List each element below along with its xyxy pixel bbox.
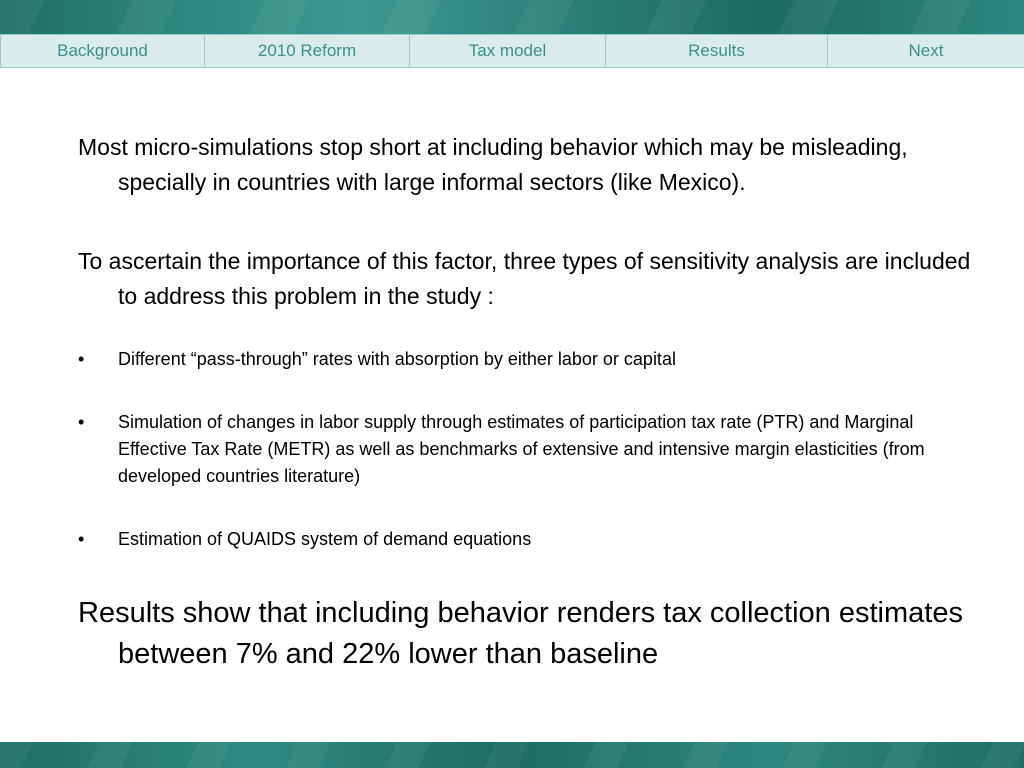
nav-item-background[interactable]: Background xyxy=(0,35,205,67)
paragraph-sensitivity-analysis: To ascertain the importance of this factor, three types of sensitivity analysis are included to address this problem in the study : xyxy=(78,248,971,309)
paragraph-micro-simulations: Most micro-simulations stop short at including behavior which may be misleading, specially in countries with large informal sectors (like Mexico). xyxy=(78,134,908,195)
footer-band xyxy=(0,742,1024,768)
list-item xyxy=(78,409,978,490)
bullet-marker: • xyxy=(78,412,85,432)
header-band xyxy=(0,0,1024,34)
bullet-list xyxy=(78,346,978,553)
conclusion-text: Results show that including behavior renders tax collection estimates between 7% and 22% lower than baseline xyxy=(78,597,963,670)
nav-item-2010-reform[interactable]: 2010 Reform xyxy=(205,35,410,67)
navigation-bar xyxy=(0,34,1024,68)
list-item xyxy=(78,526,978,553)
slide-content xyxy=(78,130,978,675)
bullet-text: Different “pass-through” rates with absorption by either labor or capital xyxy=(118,349,676,369)
nav-item-tax-model[interactable]: Tax model xyxy=(410,35,606,67)
nav-item-results[interactable]: Results xyxy=(606,35,828,67)
bullet-text: Simulation of changes in labor supply through estimates of participation tax rate (PTR) and Marginal Effective Tax Rate (METR) as well as benchmarks of extensive and intensive margin elasticities (from developed countries literature) xyxy=(118,412,925,486)
bullet-marker: • xyxy=(78,349,85,369)
nav-item-next[interactable]: Next xyxy=(908,41,944,60)
bullet-marker: • xyxy=(78,529,85,549)
list-item xyxy=(78,346,978,373)
bullet-text: Estimation of QUAIDS system of demand equations xyxy=(118,529,532,549)
